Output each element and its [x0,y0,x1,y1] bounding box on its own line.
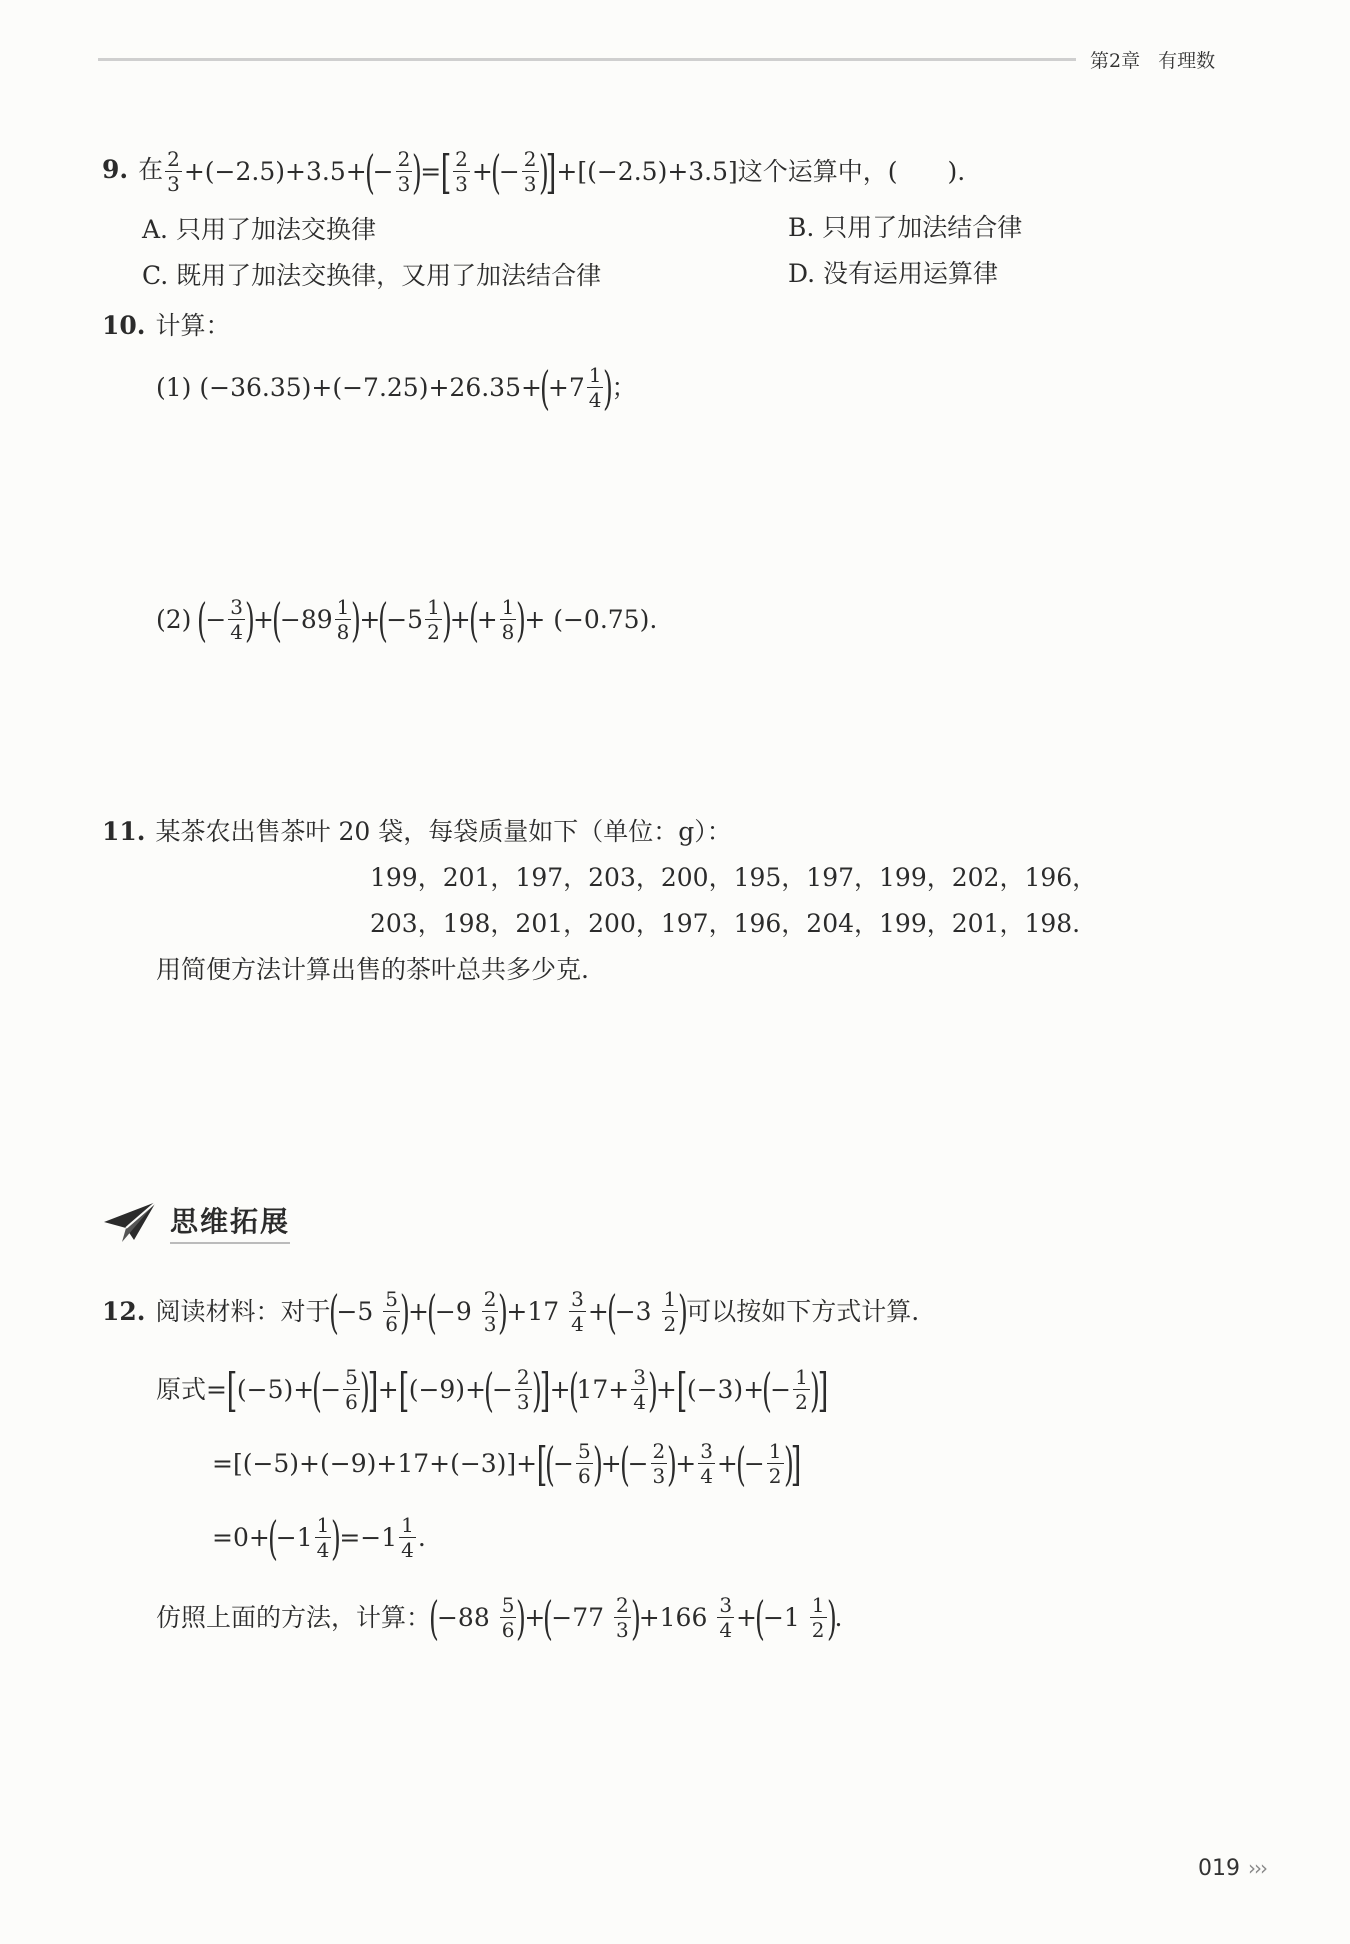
q9-tail: +[(−2.5)+3.5]这个运算中，( ). [556,156,966,186]
page-number [1198,1856,1266,1881]
question-number: 12. [102,1296,146,1326]
mixed-whole: +166 [638,1602,708,1632]
mixed-whole: −88 [436,1602,490,1632]
fraction: $\frac{2}{3}$ [616,1593,629,1642]
equals: = [420,156,442,186]
fraction: $\frac{1}{4}$ [588,363,602,412]
fraction: $\frac{1}{8}$ [336,595,350,644]
q10-part-2: (2) ( − $\frac{3}{4}$ ) + ( −89 $\frac{1}{8}$ ) + ( −5 $\frac{1}{2}$ ) + ( + $\frac{1}{8}$ ) + (−0.75). [156,592,658,647]
mixed-whole: +17 [506,1296,560,1326]
header-rule [98,58,1076,61]
q12-intro: 阅读材料：对于 [155,1296,331,1326]
fraction: $\frac{2}{3}$ [167,147,180,196]
semicolon: ； [611,372,637,402]
q9-prefix: 在 [138,155,164,184]
q12-line-3: =0+ ( −1 $\frac{1}{4}$ ) =−1 $\frac{1}{4}$ . [212,1510,426,1565]
q10-p2-end: + (−0.75). [524,604,658,634]
chapter-title: 有理数 [1158,50,1216,72]
chevron-right-icon: ››› [1248,1856,1266,1880]
fraction: $\frac{1}{2}$ [811,1593,825,1642]
q12-imitate: 仿照上面的方法，计算： ( −88 $\frac{5}{6}$ ) + ( −77 $\frac{2}{3}$ ) +166 $\frac{3}{4}$ + ( −1 $\frac{1}{2}$ ) . [156,1590,843,1645]
mixed-whole: −1 [275,1522,313,1552]
q12-line3-mid: =−1 [339,1522,398,1552]
fraction: $\frac{2}{3}$ [523,147,537,196]
question-number: 10. [102,311,146,340]
fraction: $\frac{5}{6}$ [385,1287,399,1336]
q12-line3-head: =0+ [212,1522,270,1552]
fraction: $\frac{1}{2}$ [768,1439,782,1488]
q12-line2-head: =[(−5)+(−9)+17+(−3)]+ [212,1448,538,1478]
fraction: $\frac{3}{4}$ [633,1365,646,1414]
fraction: $\frac{5}{6}$ [501,1593,515,1642]
q9-expression: $\frac{2}{3}$ +(−2.5)+3.5+ ( − $\frac{2}{3}$ ) = [ $\frac{2}{3}$ + ( − $\frac{2}{3}$ ) ] +[(−2.5)+3.5]这个运算中，( ). [167,144,966,199]
choice-d[interactable]: D. 没有运用运算律 [788,259,999,288]
mixed-whole: −77 [551,1602,605,1632]
question-number: 9. [102,155,129,184]
q10-part-1: (1) (−36.35)+(−7.25)+26.35+ ( +7 $\frac{1}{4}$ ) ； [156,360,637,415]
fraction: $\frac{2}{3}$ [652,1439,666,1488]
mixed-whole: +7 [547,372,585,402]
choice-b[interactable]: B. 只用了加法结合律 [788,213,1023,242]
q12-imitate-text: 仿照上面的方法，计算： [156,1602,432,1632]
term: 17 [576,1374,609,1404]
question-11 [102,812,732,852]
q11-data-row-1: 199，201，197，203，200，195，197，199，202，196， [370,863,1098,892]
part-label: (1) [156,372,192,402]
q10-p1-expr: (−36.35)+(−7.25)+26.35+ [199,372,542,402]
fraction: $\frac{1}{2}$ [663,1287,677,1336]
fraction: $\frac{1}{8}$ [501,595,515,644]
fraction: $\frac{1}{4}$ [401,1513,414,1562]
q11-question: 用简便方法计算出售的茶叶总共多少克. [156,955,589,984]
page-number-value: 019 [1198,1856,1240,1881]
fraction: $\frac{3}{4}$ [719,1593,733,1642]
mixed-whole: −5 [336,1296,374,1326]
fraction: $\frac{3}{4}$ [230,595,244,644]
q12-intro-end: 可以按如下方式计算. [686,1296,920,1326]
term: (−9) [408,1374,466,1404]
question-12: 12. 阅读材料：对于 ( −5 $\frac{5}{6}$ ) + ( −9 $\frac{2}{3}$ ) +17 $\frac{3}{4}$ + ( −3 $\frac{1}{2}$ ) 可以按如下方式计算. [102,1284,920,1339]
original-expression-label: 原式= [156,1374,227,1404]
fraction: $\frac{1}{2}$ [795,1365,808,1414]
fraction: $\frac{1}{2}$ [427,595,440,644]
question-10 [102,306,231,346]
fraction: $\frac{2}{3}$ [516,1365,530,1414]
fraction: $\frac{1}{4}$ [316,1513,330,1562]
fraction: $\frac{5}{6}$ [578,1439,591,1488]
mixed-whole: −89 [279,604,333,634]
fraction: $\frac{2}{3}$ [455,147,468,196]
part-label: (2) [156,604,192,634]
term: (−3) [686,1374,744,1404]
mixed-whole: −9 [434,1296,472,1326]
choice-a[interactable]: A. 只用了加法交换律 [142,215,376,244]
choice-c[interactable]: C. 既用了加法交换律，又用了加法结合律 [142,261,602,290]
q11-data-row-2: 203，198，201，200，197，196，204，199，201，198. [370,909,1081,938]
chapter-label: 第2章 [1090,50,1141,72]
fraction: $\frac{2}{3}$ [397,147,411,196]
question-number: 11. [102,817,146,846]
paper-plane-icon [102,1198,158,1244]
section-title: 思维拓展 [170,1200,290,1244]
q12-line-2: =[(−5)+(−9)+17+(−3)]+ [ ( − $\frac{5}{6}$ ) + ( − $\frac{2}{3}$ ) + $\frac{3}{4}$ + ( − $\frac{1}{2}$ ) ] [212,1436,802,1491]
q11-text: 某茶农出售茶叶 20 袋，每袋质量如下（单位：g）： [155,817,732,846]
mixed-whole: −3 [614,1296,652,1326]
fraction: $\frac{3}{4}$ [700,1439,713,1488]
q10-title: 计算： [155,311,231,340]
fraction: $\frac{5}{6}$ [345,1365,358,1414]
q9-expr-mid: +(−2.5)+3.5+ [183,156,367,186]
fraction: $\frac{3}{4}$ [571,1287,584,1336]
mixed-whole: −5 [386,604,424,634]
q12-line-1: 原式= [ (−5) + ( − $\frac{5}{6}$ ) ] + [ (−9) + ( − $\frac{2}{3}$ ) ] + ( 17 + $\frac{3}{4}$ ) + [ (−3) + ( − $\frac{1}{2}$ ) ] [156,1362,829,1417]
mixed-whole: −1 [762,1602,800,1632]
question-9 [102,144,966,199]
term: (−5) [236,1374,294,1404]
fraction: $\frac{2}{3}$ [483,1287,497,1336]
chapter-header [1090,46,1215,73]
